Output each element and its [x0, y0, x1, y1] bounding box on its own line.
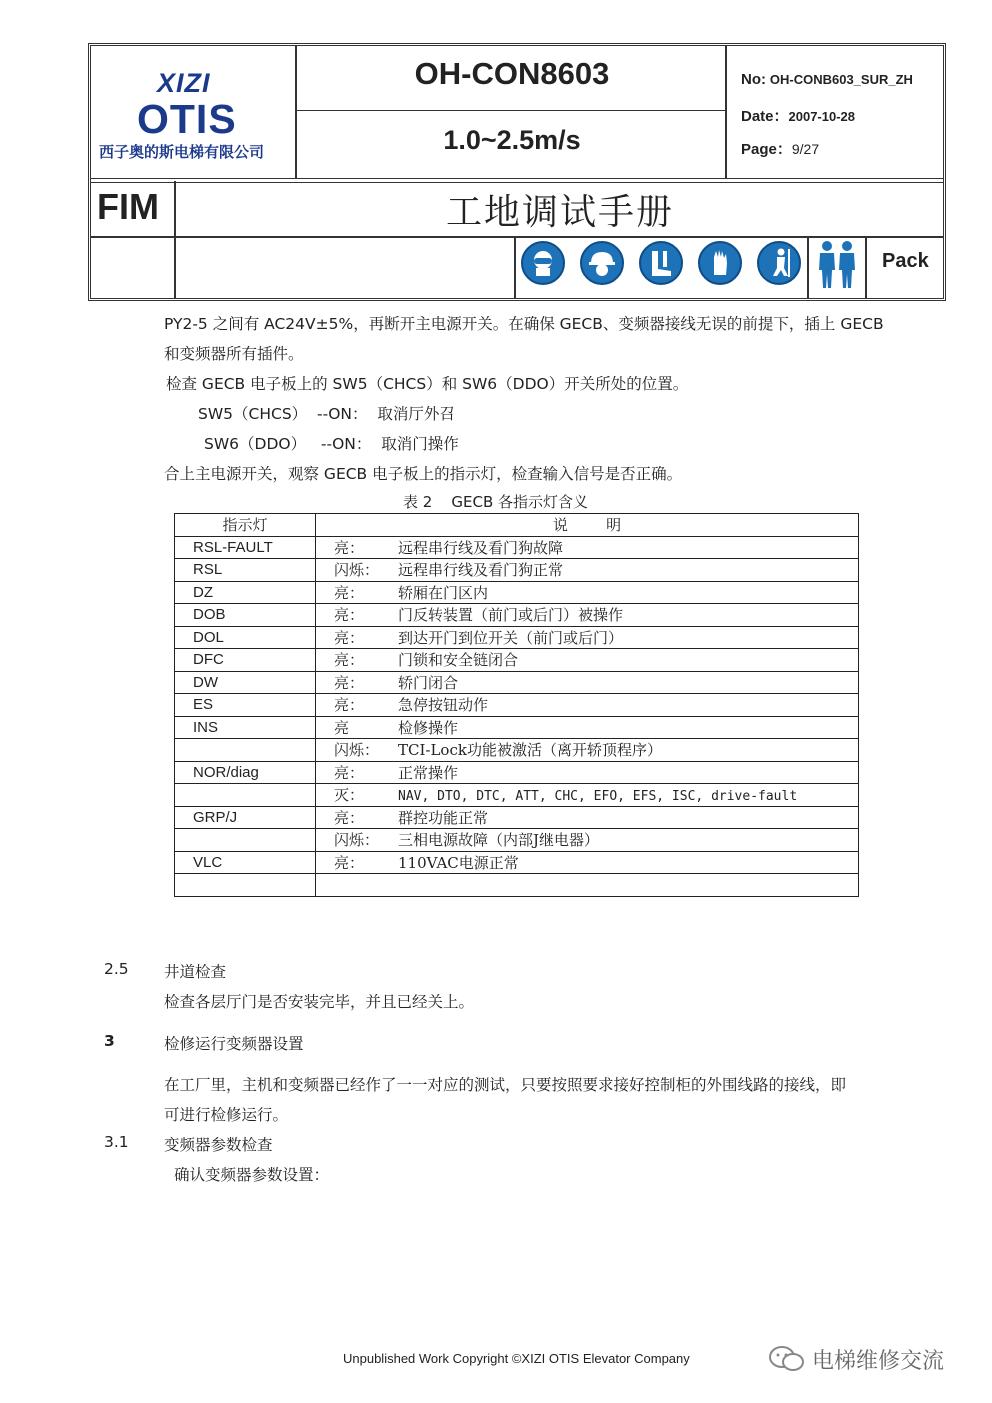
table-header-row: [175, 514, 859, 537]
table-row: [175, 806, 859, 829]
section-number: 3: [104, 1032, 115, 1050]
paragraph: 合上主电源开关，观察 GECB 电子板上的指示灯，检查输入信号是否正确。: [164, 465, 683, 483]
description-cell: [316, 626, 859, 649]
description-cell: [316, 604, 859, 627]
description-cell: [316, 829, 859, 852]
table-row: [175, 761, 859, 784]
lamp-meaning: 远程串行线及看门狗故障: [398, 538, 564, 557]
lamp-state: 亮：: [334, 763, 365, 782]
lamp-meaning: 三相电源故障（内部J继电器）: [398, 831, 600, 850]
lamp-name-cell: DOL: [175, 626, 316, 649]
lamp-state: 亮：: [334, 808, 365, 827]
logo-company-name: 西子奥的斯电梯有限公司: [99, 143, 265, 161]
lamp-state: 亮：: [334, 696, 365, 715]
lamp-name-cell: INS: [175, 716, 316, 739]
header-divider: [865, 238, 867, 298]
copyright-footer: Unpublished Work Copyright ©XIZI OTIS Elevator Company: [343, 1351, 690, 1366]
gloves-icon: [698, 241, 742, 285]
lamp-state: 亮：: [334, 628, 365, 647]
description-cell: [316, 761, 859, 784]
description-cell: [316, 874, 859, 897]
lamp-meaning: 远程串行线及看门狗正常: [398, 561, 564, 580]
switch-sw6-setting: SW6（DDO） --ON： 取消门操作: [204, 435, 459, 453]
table-caption: 表 2 GECB 各指示灯含义: [403, 493, 589, 511]
lamp-name-cell: [175, 739, 316, 762]
lamp-meaning: 群控功能正常: [398, 808, 489, 827]
lamp-state: 亮: [334, 718, 350, 737]
lamp-meaning: TCI-Lock功能被激活（离开轿顶程序）: [398, 741, 662, 760]
lamp-state: 亮：: [334, 583, 365, 602]
header-divider: [295, 46, 297, 178]
lamp-name-cell: DFC: [175, 649, 316, 672]
header-cell-lamp: 指示灯: [175, 514, 316, 537]
table-row: [175, 784, 859, 807]
lamp-meaning: 110VAC电源正常: [398, 853, 519, 872]
lamp-meaning: 轿门闭合: [398, 673, 459, 692]
logo-otis: OTIS: [137, 96, 237, 142]
header-cell-description: 说 明: [316, 514, 859, 537]
lamp-state: 灭：: [334, 786, 365, 805]
header-divider: [297, 110, 725, 111]
section-title: 检修运行变频器设置: [164, 1035, 304, 1053]
description-cell: [316, 671, 859, 694]
table-row: [175, 694, 859, 717]
doc-date: Date：2007-10-28: [741, 108, 856, 125]
two-persons-icon: [814, 240, 860, 290]
description-cell: [316, 536, 859, 559]
table-row: [175, 604, 859, 627]
lamp-meaning: 轿厢在门区内: [398, 583, 489, 602]
lamp-meaning: 正常操作: [398, 763, 459, 782]
description-cell: [316, 694, 859, 717]
lamp-name-cell: DZ: [175, 581, 316, 604]
paragraph: 可进行检修运行。: [164, 1106, 289, 1124]
lamp-state: 亮：: [334, 651, 365, 670]
header-divider: [807, 238, 809, 298]
lamp-meaning: 门锁和安全链闭合: [398, 651, 519, 670]
description-cell: [316, 784, 859, 807]
table-row: [175, 874, 859, 897]
description-cell: [316, 851, 859, 874]
section-title: 井道检查: [164, 963, 227, 981]
lamp-name-cell: DW: [175, 671, 316, 694]
lamp-state: 亮：: [334, 673, 365, 692]
fall-harness-icon: [757, 241, 801, 285]
speed-range: 1.0~2.5m/s: [443, 125, 581, 155]
hard-hat-icon: [580, 241, 624, 285]
table-row: [175, 581, 859, 604]
lamp-meaning: 门反转装置（前门或后门）被操作: [398, 606, 624, 625]
header-divider: [91, 178, 943, 183]
table-row: [175, 829, 859, 852]
table-row: [175, 671, 859, 694]
switch-sw5-setting: SW5（CHCS） --ON： 取消厅外召: [198, 405, 455, 423]
lamp-name-cell: [175, 784, 316, 807]
safety-goggles-icon: [521, 241, 565, 285]
section-title: 变频器参数检查: [164, 1136, 273, 1154]
lamp-state: 亮：: [334, 538, 365, 557]
lamp-name-cell: [175, 829, 316, 852]
section-number: 2.5: [104, 960, 129, 978]
table-row: [175, 536, 859, 559]
description-cell: [316, 739, 859, 762]
lamp-meaning: NAV, DTO, DTC, ATT, CHC, EFO, EFS, ISC, drive-fault: [398, 789, 798, 805]
table-row: [175, 851, 859, 874]
lamp-meaning: 到达开门到位开关（前门或后门）: [398, 628, 624, 647]
manual-title: 工地调试手册: [445, 192, 674, 233]
description-cell: [316, 581, 859, 604]
safety-boots-icon: [639, 241, 683, 285]
table-row: [175, 716, 859, 739]
doc-page: Page：9/27: [741, 141, 820, 158]
description-cell: [316, 716, 859, 739]
pack-label: Pack: [882, 250, 929, 272]
lamp-state: 亮：: [334, 853, 365, 872]
lamp-name-cell: DOB: [175, 604, 316, 627]
paragraph: PY2-5 之间有 AC24V±5%，再断开主电源开关。在确保 GECB、变频器接线无误的前提下，插上 GECB: [164, 315, 884, 333]
lamp-name-cell: GRP/J: [175, 806, 316, 829]
lamp-meaning: 检修操作: [398, 718, 459, 737]
section-number: 3.1: [104, 1133, 129, 1151]
paragraph: 检查各层厅门是否安装完毕，并且已经关上。: [164, 993, 475, 1011]
table-row: [175, 559, 859, 582]
lamp-name-cell: ES: [175, 694, 316, 717]
doc-code: OH-CON8603: [414, 56, 610, 91]
table-row: [175, 626, 859, 649]
gecb-indicator-table: [174, 513, 859, 897]
lamp-meaning: 急停按钮动作: [398, 696, 489, 715]
watermark: 电梯维修交流: [768, 1344, 944, 1379]
header-divider: [91, 236, 943, 238]
fim-label: FIM: [97, 186, 159, 227]
paragraph: 和变频器所有插件。: [164, 345, 304, 363]
description-cell: [316, 806, 859, 829]
doc-number: No: OH-CONB603_SUR_ZH: [741, 71, 913, 88]
lamp-name-cell: RSL-FAULT: [175, 536, 316, 559]
lamp-state: 闪烁：: [334, 741, 380, 760]
table-row: [175, 739, 859, 762]
paragraph: 确认变频器参数设置：: [174, 1166, 330, 1184]
paragraph: 在工厂里，主机和变频器已经作了一一对应的测试，只要按照要求接好控制柜的外围线路的接线，即: [164, 1076, 847, 1094]
lamp-state: 闪烁：: [334, 831, 380, 850]
description-cell: [316, 649, 859, 672]
lamp-name-cell: RSL: [175, 559, 316, 582]
lamp-state: 闪烁：: [334, 561, 380, 580]
lamp-state: 亮：: [334, 606, 365, 625]
description-cell: [316, 559, 859, 582]
wechat-icon: [768, 1345, 806, 1379]
lamp-name-cell: NOR/diag: [175, 761, 316, 784]
table-row: [175, 649, 859, 672]
logo-xizi: XIZI: [157, 68, 211, 98]
paragraph: 检查 GECB 电子板上的 SW5（CHCS）和 SW6（DDO）开关所处的位置。: [166, 375, 689, 393]
lamp-name-cell: [175, 874, 316, 897]
header-divider: [514, 238, 516, 298]
lamp-name-cell: VLC: [175, 851, 316, 874]
